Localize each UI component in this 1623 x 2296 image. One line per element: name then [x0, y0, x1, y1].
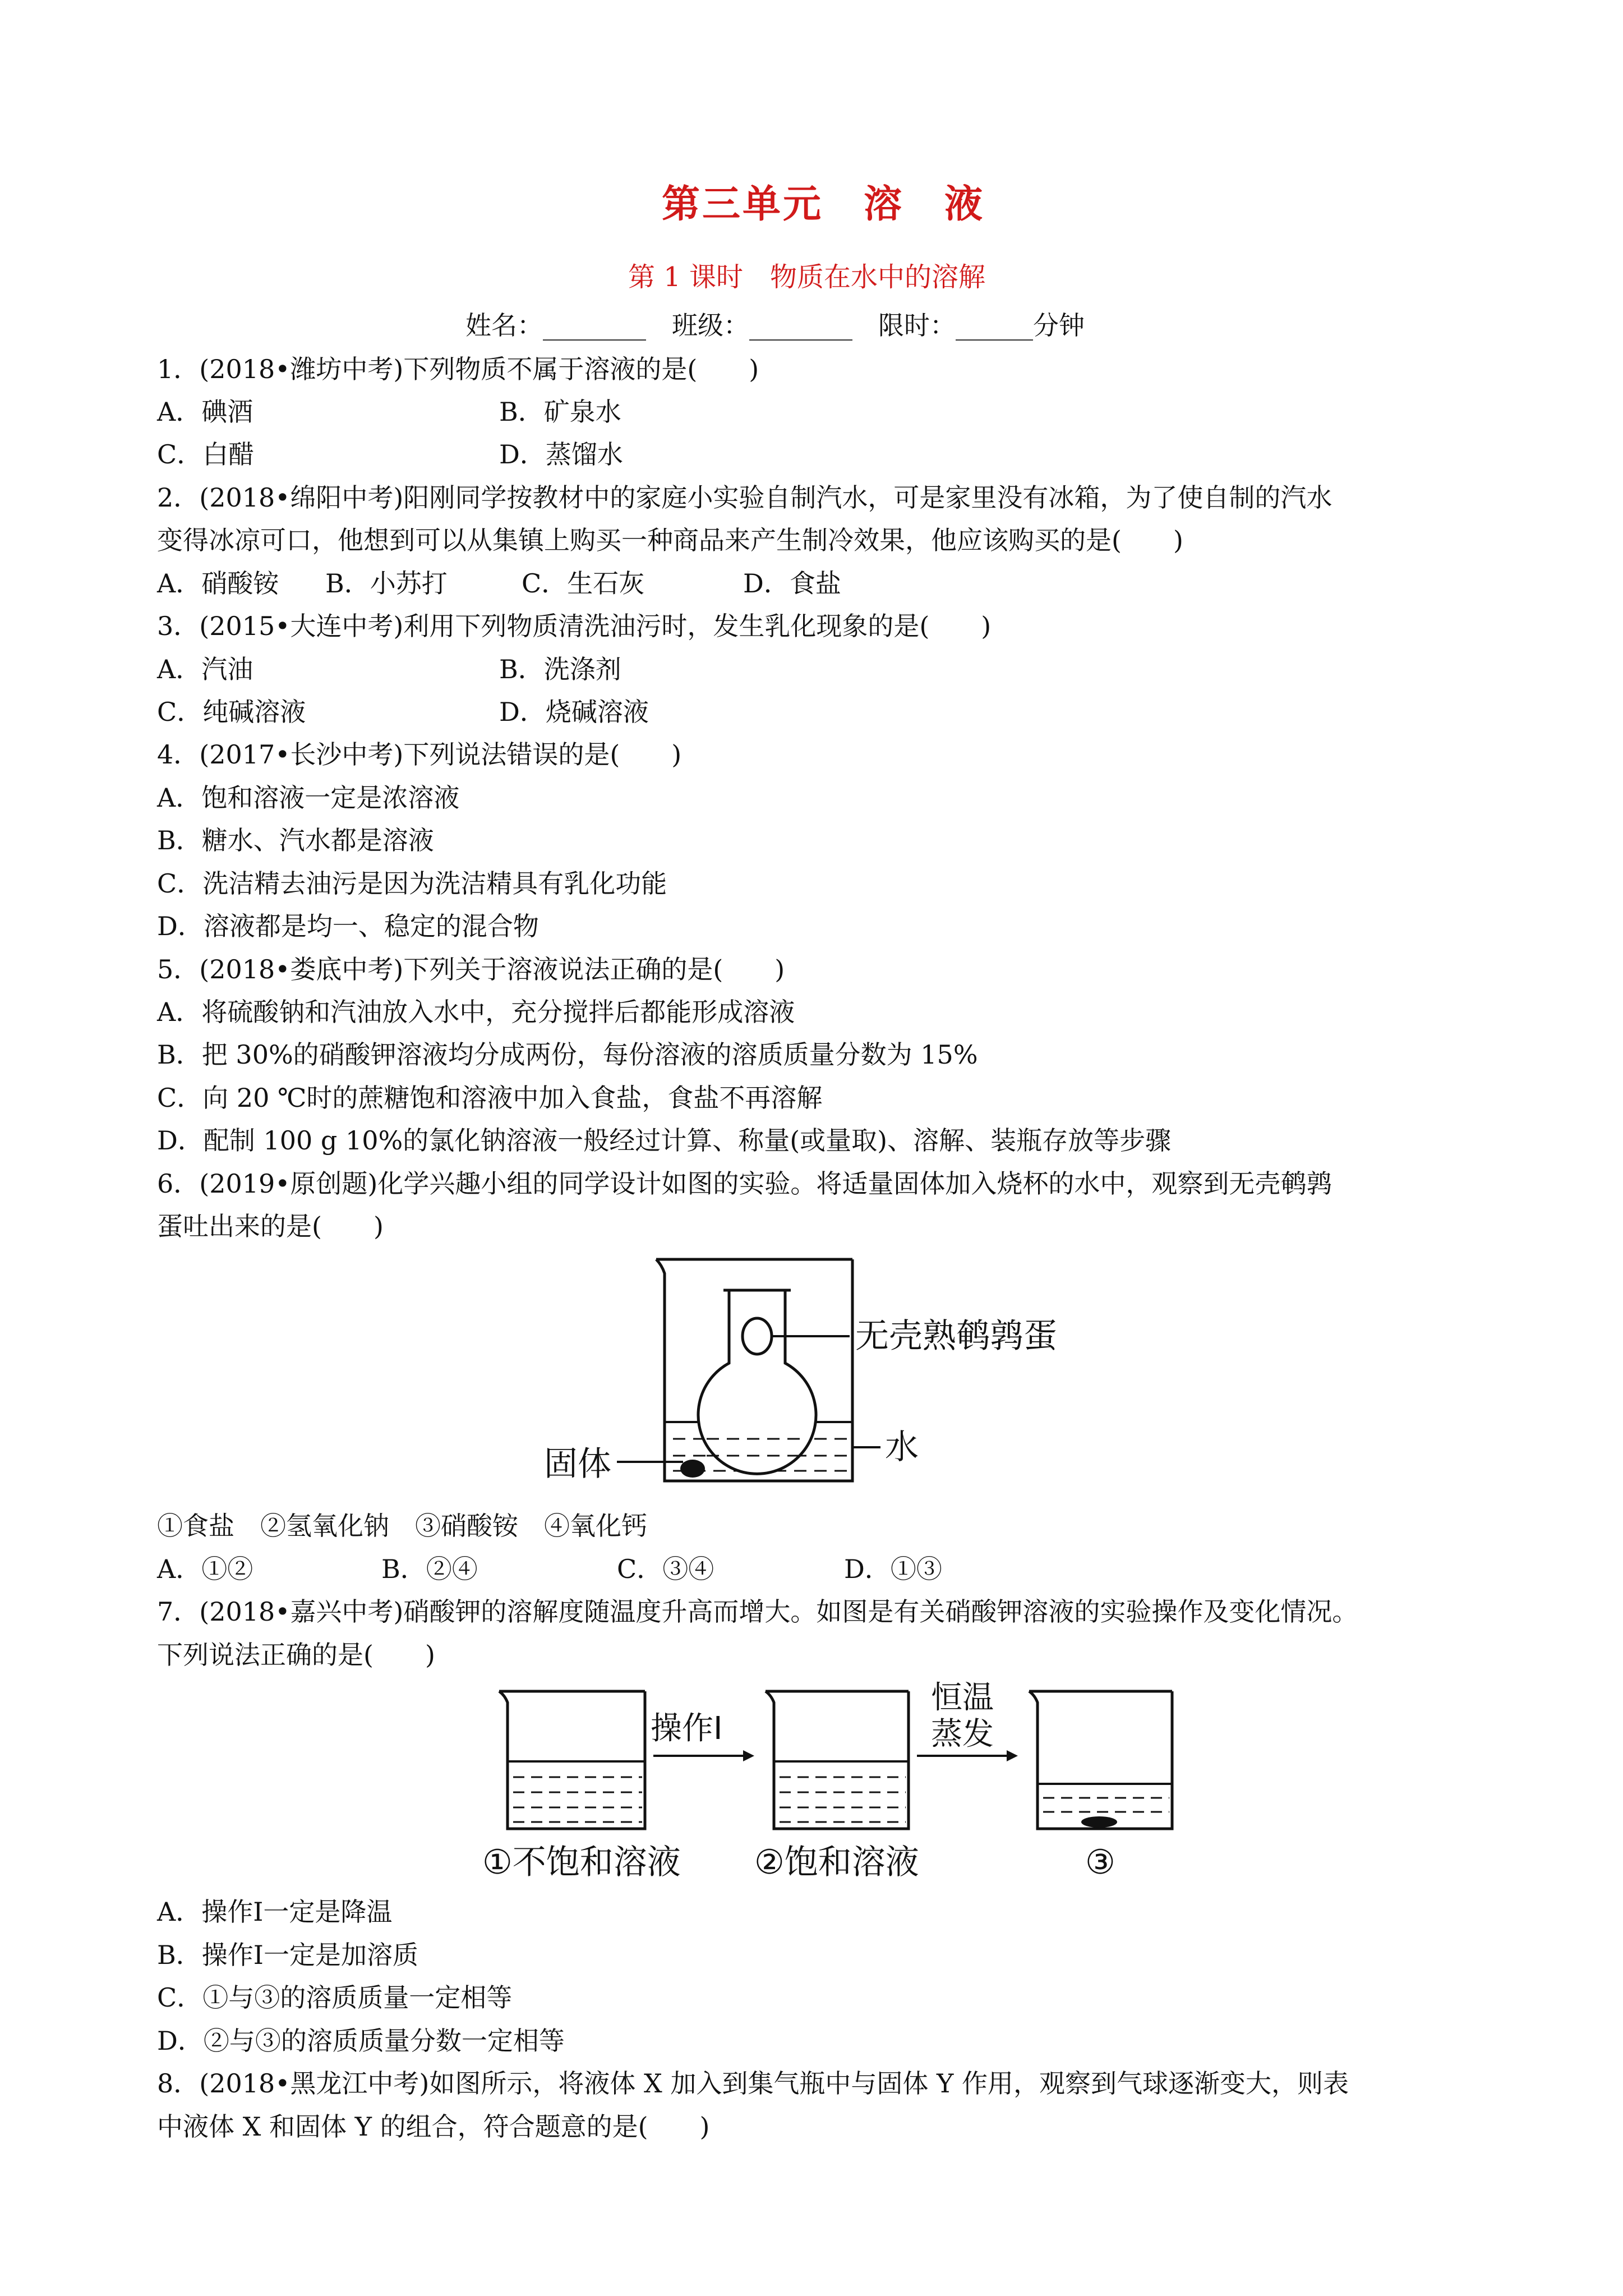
beaker-2-caption: ②饱和溶液: [754, 1843, 919, 1882]
question-6-option-d[interactable]: D．①③: [844, 1554, 942, 1584]
question-6-choices: ①食盐 ②氢氧化钠 ③硝酸铵 ④氧化钙: [157, 1511, 647, 1541]
question-3-option-c[interactable]: C．纯碱溶液: [157, 697, 306, 727]
question-6-stem-line2: 蛋吐出来的是( ): [157, 1211, 384, 1241]
question-2-option-d[interactable]: D．食盐: [743, 568, 841, 599]
question-5-stem: 5．(2018•娄底中考)下列关于溶液说法正确的是( ): [157, 954, 785, 984]
question-1-option-d[interactable]: D．蒸馏水: [499, 439, 623, 470]
page-subtitle: 第 1 课时 物质在水中的溶解: [628, 261, 986, 293]
question-8-stem-line2: 中液体 X 和固体 Y 的组合，符合题意的是( ): [157, 2111, 710, 2142]
question-7-option-c[interactable]: C．①与③的溶质质量一定相等: [157, 1982, 513, 2013]
crystal-shape: [1081, 1816, 1117, 1828]
arrow-2-label-line2: 蒸发: [931, 1716, 994, 1752]
question-3-option-b[interactable]: B．洗涤剂: [499, 654, 621, 684]
question-1-option-a[interactable]: A．碘酒: [157, 397, 253, 427]
beaker-3-caption: ③: [1085, 1843, 1115, 1882]
question-6-stem-line1: 6．(2019•原创题)化学兴趣小组的同学设计如图的实验。将适量固体加入烧杯的水中，观察到无壳鹌鹑: [157, 1168, 1332, 1199]
question-4-option-c[interactable]: C．洗洁精去油污是因为洗洁精具有乳化功能: [157, 868, 667, 899]
question-1-option-b[interactable]: B．矿泉水: [499, 397, 621, 427]
water-label: 水: [885, 1428, 919, 1467]
question-3-stem: 3．(2015•大连中考)利用下列物质清洗油污时，发生乳化现象的是( ): [157, 611, 992, 641]
student-info-line: 姓名：________ 班级：________ 限时：______分钟: [465, 310, 1085, 341]
question-7-option-b[interactable]: B．操作Ⅰ一定是加溶质: [157, 1940, 418, 1970]
egg-shape: [743, 1318, 772, 1354]
question-4-option-a[interactable]: A．饱和溶液一定是浓溶液: [157, 783, 460, 813]
solid-label: 固体: [544, 1444, 611, 1484]
question-6-figure: [538, 1251, 1099, 1509]
arrow-1-label: 操作Ⅰ: [651, 1710, 723, 1747]
question-6-option-a[interactable]: A．①②: [157, 1554, 253, 1584]
question-4-stem: 4．(2017•长沙中考)下列说法错误的是( ): [157, 739, 682, 770]
question-4-option-d[interactable]: D．溶液都是均一、稳定的混合物: [157, 911, 539, 941]
question-5-option-c[interactable]: C．向 20 ℃时的蔗糖饱和溶液中加入食盐，食盐不再溶解: [157, 1083, 823, 1113]
question-6-option-c[interactable]: C．③④: [617, 1554, 714, 1584]
question-7-stem-line2: 下列说法正确的是( ): [157, 1640, 435, 1670]
beaker-1-caption: ①不饱和溶液: [482, 1843, 681, 1882]
question-7-stem-line1: 7．(2018•嘉兴中考)硝酸钾的溶解度随温度升高而增大。如图是有关硝酸钾溶液的实验操作及变化情况。: [157, 1596, 1358, 1627]
question-7-option-a[interactable]: A．操作Ⅰ一定是降温: [157, 1897, 393, 1927]
solid-shape: [680, 1460, 705, 1478]
question-7-option-d[interactable]: D．②与③的溶质质量分数一定相等: [157, 2026, 565, 2056]
question-5-option-a[interactable]: A．将硫酸钠和汽油放入水中，充分搅拌后都能形成溶液: [157, 997, 795, 1027]
page-title: 第三单元 溶 液: [662, 182, 985, 227]
question-1-option-c[interactable]: C．白醋: [157, 439, 255, 470]
question-2-option-c[interactable]: C．生石灰: [522, 568, 645, 599]
question-3-option-a[interactable]: A．汽油: [157, 654, 253, 684]
arrow-2-label-line1: 恒温: [931, 1680, 994, 1716]
question-4-option-b[interactable]: B．糖水、汽水都是溶液: [157, 825, 434, 855]
question-1-stem: 1．(2018•潍坊中考)下列物质不属于溶液的是( ): [157, 354, 759, 384]
question-7-figure: [460, 1677, 1245, 1896]
question-3-option-d[interactable]: D．烧碱溶液: [499, 697, 649, 727]
question-2-option-b[interactable]: B．小苏打: [325, 568, 448, 599]
question-6-option-b[interactable]: B．②④: [381, 1554, 478, 1584]
question-5-option-b[interactable]: B．把 30%的硝酸钾溶液均分成两份，每份溶液的溶质质量分数为 15%: [157, 1039, 978, 1070]
egg-label: 无壳熟鹌鹑蛋: [855, 1317, 1057, 1356]
question-5-option-d[interactable]: D．配制 100 g 10%的氯化钠溶液一般经过计算、称量(或量取)、溶解、装瓶存放等步骤: [157, 1125, 1172, 1156]
question-2-option-a[interactable]: A．硝酸铵: [157, 568, 279, 599]
question-8-stem-line1: 8．(2018•黑龙江中考)如图所示，将液体 X 加入到集气瓶中与固体 Y 作用，观察到气球逐渐变大，则表: [157, 2068, 1349, 2099]
question-2-stem-line1: 2．(2018•绵阳中考)阳刚同学按教材中的家庭小实验自制汽水，可是家里没有冰箱，为了使自制的汽水: [157, 482, 1332, 513]
question-2-stem-line2: 变得冰凉可口，他想到可以从集镇上购买一种商品来产生制冷效果，他应该购买的是( ): [157, 525, 1183, 555]
